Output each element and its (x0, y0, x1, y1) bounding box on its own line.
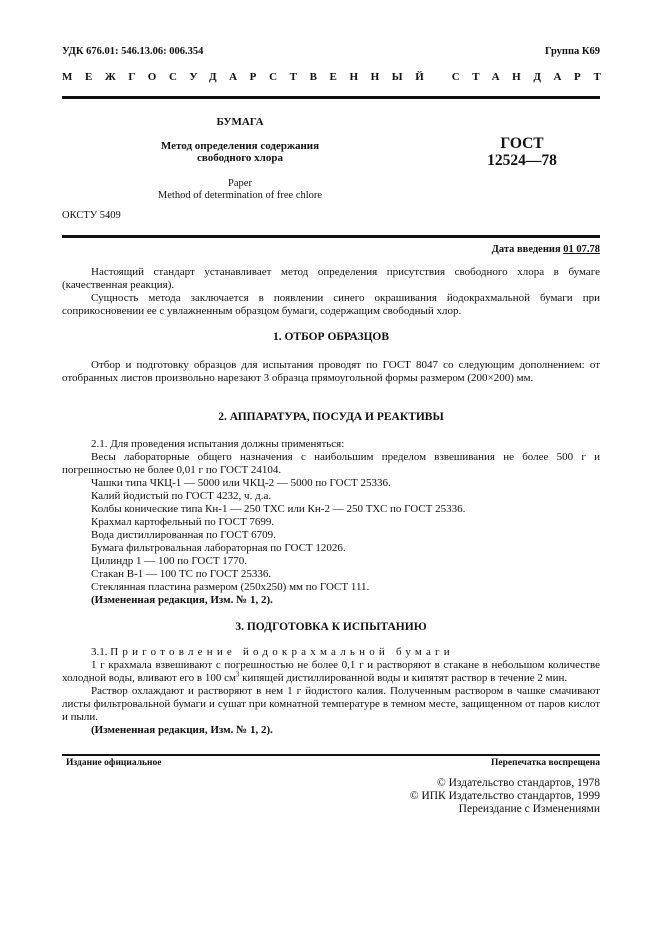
section-1-heading: 1. ОТБОР ОБРАЗЦОВ (272, 331, 390, 343)
equipment-item: Крахмал картофельный по ГОСТ 7699. (91, 516, 275, 528)
group-code: Группа К69 (544, 46, 600, 57)
intro-date-value: 01 07.78 (563, 244, 600, 255)
banner-title: МЕЖГОСУДАРСТВЕННЫЙ СТАНДАРТ (62, 71, 614, 83)
equipment-item: Чашки типа ЧКЦ-1 — 5000 или ЧКЦ-2 — 5000 по ГОСТ 25336. (91, 477, 391, 489)
reissue-note: Переиздание с Изменениями (458, 803, 600, 815)
section-3-amendment: (Измененная редакция, Изм. № 1, 2). (91, 724, 273, 736)
equipment-item: Вода дистиллированная по ГОСТ 6709. (91, 529, 276, 541)
copyright-block (410, 777, 600, 816)
doc-subtitle (120, 140, 360, 164)
gost-designation (470, 135, 574, 169)
subsection-title: Приготовление йодокрахмальной бумаги (110, 646, 454, 658)
section-2-body (62, 438, 600, 607)
section-2-intro: 2.1. Для проведения испытания должны применяться: (91, 438, 345, 450)
equipment-item: Бумага фильтровальная лабораторная по ГОСТ 12026. (91, 542, 346, 554)
intro-date-label: Дата введения (491, 244, 561, 255)
section-3-body (62, 646, 600, 737)
footer-rule (62, 754, 600, 756)
section-3-heading: 3. ПОДГОТОВКА К ИСПЫТАНИЮ (235, 621, 427, 633)
english-title (110, 178, 370, 202)
equipment-item: Калий йодистый по ГОСТ 4232, ч. д.а. (91, 490, 272, 502)
english-title-line-2: Method of determination of free chlore (157, 190, 323, 201)
section-2-first-item: Весы лабораторные общего назначения с наибольшим пределом взвешивания не более 500 г и погрешностью не более 0,01 г по ГОСТ 24104. (62, 451, 600, 476)
official-edition: Издание официальное (66, 758, 162, 768)
subsection-3-1-title (62, 646, 600, 659)
english-title-line-1: Paper (228, 178, 252, 189)
equipment-item: Стакан В-1 — 100 ТС по ГОСТ 25336. (91, 568, 272, 580)
intro-date (492, 244, 600, 255)
intro-text (62, 266, 600, 318)
section-1-paragraph: Отбор и подготовку образцов для испытания проводят по ГОСТ 8047 со следующим дополнением: от отобранных листов произвольно нарезают 3 образца прямоугольной формы размером (200×200) мм. (62, 359, 600, 384)
section-2-heading: 2. АППАРАТУРА, ПОСУДА И РЕАКТИВЫ (218, 411, 444, 423)
gost-number: 12524—78 (487, 152, 557, 169)
copyright-line: © Издательство стандартов, 1978 (436, 777, 600, 789)
p1-superscript: 3 (235, 670, 240, 679)
intro-paragraph: Настоящий стандарт устанавливает метод определения присутствия свободного хлора в бумаге (качественная реакция). (62, 266, 600, 291)
top-rule (62, 96, 600, 99)
gost-label: ГОСТ (500, 135, 544, 152)
p1-text-b: кипящей дистиллированной воды и кипятят раствор в течение 2 мин. (239, 672, 568, 684)
intro-paragraph: Сущность метода заключается в появлении синего окрашивания йодокрахмальной бумаги при соприкосновении ее с увлажненным образцом бумаги, содержащим свободный хлор. (62, 292, 600, 317)
section-1-body (62, 359, 600, 385)
udk-code: УДК 676.01: 546.13.06: 006.354 (62, 46, 204, 57)
section-2-amendment: (Измененная редакция, Изм. № 1, 2). (91, 594, 273, 606)
equipment-item: Колбы конические типа Кн-1 — 250 ТХС или Кн-2 — 250 ТХС по ГОСТ 25336. (91, 503, 466, 515)
copyright-line: © ИПК Издательство стандартов, 1999 (409, 790, 600, 802)
doc-title: БУМАГА (216, 116, 264, 128)
equipment-item: Цилиндр 1 — 100 по ГОСТ 1770. (91, 555, 248, 567)
subtitle-line-1: Метод определения содержания (160, 140, 320, 152)
section-3-paragraph: Раствор охлаждают и растворяют в нем 1 г йодистого калия. Полученным раствором в чашке смачивают листы фильтровальной бумаги и сушат при комнатной температуре в темном месте, защищенном от паров кислот и пыли. (62, 685, 600, 723)
subsection-number: 3.1. (91, 646, 108, 658)
okstu-code: ОКСТУ 5409 (62, 210, 121, 221)
section-3-paragraph (62, 659, 600, 685)
equipment-item: Стеклянная пластина размером (250х250) мм по ГОСТ 111. (91, 581, 370, 593)
subtitle-line-2: свободного хлора (197, 152, 283, 164)
p1-text-a: 1 г крахмала взвешивают с погрешностью не более 0,1 г и растворяют в стакане в небольшом количестве холодной воды, вливают его в 100 см (62, 659, 600, 684)
reprint-prohibited: Перепечатка воспрещена (490, 758, 600, 768)
title-bottom-rule (62, 235, 600, 238)
